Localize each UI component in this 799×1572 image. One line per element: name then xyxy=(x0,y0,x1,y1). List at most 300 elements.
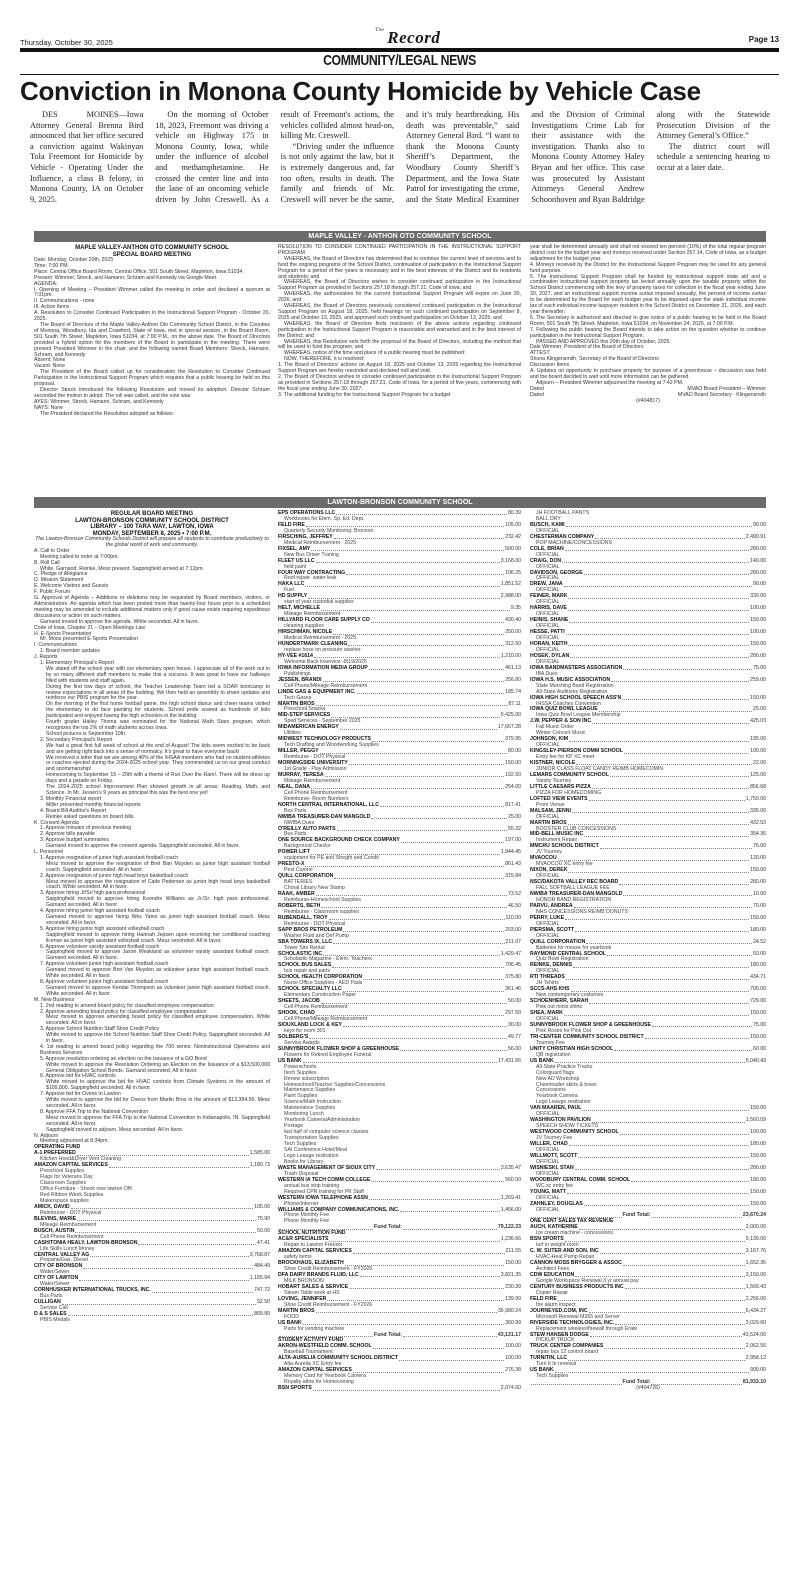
bill-amount: 9,130.00 xyxy=(745,1236,766,1243)
vendor-name: SCCS-AHS KHS xyxy=(530,986,570,993)
vendor-name: JOURNEYED.COM, INC xyxy=(530,1307,588,1314)
bill-description: Maintenance Supplies xyxy=(284,1105,336,1112)
vendor-name: MIDWEST TECHNOLOGY PRODUCTS xyxy=(278,736,371,743)
vendor-name: J.W. PEPPER & SON INC xyxy=(530,718,592,725)
vendor-name: RTI THREADS xyxy=(530,974,565,981)
bill-description: Trash Disposal xyxy=(284,1170,319,1177)
minutes-item: Sappingfield moved to approve Jason Weakland as volunteer varsity assistant football coach. Garnand seconded. All in favor. xyxy=(46,949,270,962)
bill-amount: 484.49 xyxy=(254,1263,270,1270)
leader-dots xyxy=(586,940,752,944)
vendor-name: MID-STEP SERVICES xyxy=(278,712,331,719)
vendor-name: WILLIAMS & COMPANY COMMUNICATIONS, INC. xyxy=(278,1206,400,1213)
bill-description: OFFICIAL xyxy=(536,635,560,642)
bill-amount: 1,180.73 xyxy=(249,1162,270,1169)
bill-amount: 500.00 xyxy=(505,545,521,552)
vendor-name: ZAHNLEY, DOUGLAS xyxy=(530,1200,583,1207)
bill-description: Reimburse - DOT Physical xyxy=(40,1209,102,1216)
bill-description: MILK BRONSON xyxy=(284,1277,324,1284)
bill-description: safety items xyxy=(284,1254,312,1261)
bill-amount: 180.00 xyxy=(750,962,766,969)
bill-amount: 315.84 xyxy=(505,873,521,880)
vendor-name: AMAZON CAPITAL SERVICES xyxy=(34,1162,108,1169)
vendor-name: WESTERN IA TECH COMM COLLEGE xyxy=(278,1176,371,1183)
bill-amount: 312.50 xyxy=(505,640,521,647)
bill-description: Office Furniture - Shook new lawton Offi xyxy=(40,1186,132,1193)
leader-dots xyxy=(321,606,510,610)
bill-amount: 280.00 xyxy=(750,1164,766,1171)
vendor-name: LOVING, JENNIFER xyxy=(278,1295,327,1302)
leader-dots xyxy=(329,1237,499,1241)
bill-description: bus repair and parts xyxy=(284,968,331,975)
bill-amount: 75.00 xyxy=(753,1021,766,1028)
leader-dots xyxy=(305,862,504,866)
lb-title: LIBRARY – 100 TARA WAY, LAWTON, IOWA xyxy=(90,524,214,530)
vendor-name: SUNNYBROOK FLOWER SHOP & GREENHOUSE xyxy=(530,1021,651,1028)
bill-description: Copier Repair xyxy=(536,1289,569,1296)
vendor-name: SIOUXLAND LOCK & KEY xyxy=(278,1021,342,1028)
bill-description: Flowers for Retired Employee Funeral xyxy=(284,1051,372,1058)
bill-description: OFFICIAL xyxy=(536,646,560,653)
bill-amount: 106.25 xyxy=(505,569,521,576)
leader-dots xyxy=(311,547,504,551)
bill-description: All-State Practice Tracks xyxy=(536,1063,593,1070)
vendor-name: A-1 PREFERRED xyxy=(34,1150,76,1157)
minutes-item: Mr. Moos presented E-Sports Presentation xyxy=(40,636,139,643)
story-paragraph: On the morning of October 18, 2023, Freemont was driving a vehicle on Highway 175 in Monona County, Iowa, while under the influence of alcohol and methamphetamine. He crossed the center line and into the lane of an oncoming vehicle driven by John Creswell. As a result of Freemont's actions, the vehicles collided almost head-on, killing Mr. Creswell. xyxy=(155,110,394,204)
bill-amount: 100.00 xyxy=(750,629,766,636)
bill-description: Cell Phone Reimbursement xyxy=(284,789,348,796)
vendor-name: NORTH CENTRAL INTERNATIONAL, LLC xyxy=(278,801,379,808)
vendor-name: HESSE, PATTI xyxy=(530,629,565,636)
bill-description: JH FOOTBALL PANTS xyxy=(536,510,590,516)
signature-dated: Dated xyxy=(530,391,544,398)
bill-amount: 1,569.43 xyxy=(745,1283,766,1290)
leader-dots xyxy=(611,678,749,682)
bill-amount: 3,821.35 xyxy=(500,1272,521,1278)
bill-amount: 195.00 xyxy=(750,736,766,743)
bill-description: OFFICIAL xyxy=(536,611,560,618)
minutes-item: K. Consent Agenda xyxy=(34,819,79,826)
minutes-item: Code of Iowa, Chapter 21 – Open Meetings Law xyxy=(34,624,146,631)
vendor-name: AC&R SPECIALISTS xyxy=(278,1236,329,1243)
vendor-name: CHESTERMAN COMPANY xyxy=(530,533,595,540)
leader-dots xyxy=(336,511,507,515)
bill-amount: 90.00 xyxy=(753,521,766,528)
bill-description: BALL DRY xyxy=(536,515,561,522)
bill-description: keys for room 301 xyxy=(284,1027,326,1034)
bill-description: Parts for vending machine xyxy=(284,1325,345,1332)
bill-description: Itech Supplies xyxy=(284,1069,317,1076)
bill-amount: 197.00 xyxy=(505,837,521,844)
bill-description: OFFICIAL xyxy=(536,551,560,558)
bill-description: JV Tourney Fee xyxy=(536,1135,573,1142)
section-rule xyxy=(20,74,779,75)
bill-description: equipment for PE and Stregth and Condit xyxy=(284,855,379,862)
vendor-name: C. W. SUTER AND SON, INC xyxy=(530,1248,599,1255)
bill-amount: 150.00 xyxy=(750,1105,766,1112)
masthead-logo: $^{The}$ Record xyxy=(375,28,441,47)
leader-dots xyxy=(309,1035,507,1039)
bill-amount: 1,429.47 xyxy=(500,950,521,957)
mvao-col-2-text xyxy=(278,245,521,399)
minutes-item: Fourth grader Hailey Thoma was nominated for the National Math Stars program, which recognizes the top 2% of math students across Iowa. xyxy=(46,719,270,731)
bill-description: Preschool Snacks xyxy=(284,706,326,713)
bill-description: repair bus 12 control board xyxy=(536,1349,598,1356)
bill-description: Alta-Aurelia XC Entry fee xyxy=(284,1361,342,1368)
leader-dots xyxy=(403,1333,497,1337)
bill-amount: 2,988.00 xyxy=(500,593,521,600)
mvao-col-1 xyxy=(34,245,270,417)
bill-description: Red Ribbon Week Supplies xyxy=(40,1191,104,1198)
bill-description: Pest Control xyxy=(284,867,313,874)
bill-description: Lego Leauge resitration xyxy=(284,1152,339,1159)
leader-dots xyxy=(279,1333,373,1337)
bill-amount: 150.00 xyxy=(750,1033,766,1040)
bill-amount: 150.00 xyxy=(750,1200,766,1207)
legal-paragraph: Dale Wimmer, President of the Board of Directors xyxy=(530,344,644,351)
vendor-name: FOUR WAY CONTRACTING xyxy=(278,569,346,576)
minutes-item: 1. Elementary Principal's Report xyxy=(40,660,114,667)
leader-dots xyxy=(75,1229,256,1233)
bill-amount: 856.68 xyxy=(750,783,766,790)
bill-amount: 280.00 xyxy=(750,569,766,576)
fund-total-amount: 79,122.33 xyxy=(497,1224,521,1231)
vendor-name: MMCRU SCHOOL DISTRICT xyxy=(530,843,599,850)
minutes-item: 4. Approve hiring junior high assistant football coach xyxy=(40,908,160,915)
vendor-name: PERRY, LUKE xyxy=(530,914,565,921)
bill-amount: 22.00 xyxy=(753,760,766,767)
bill-amount: 92.50 xyxy=(257,1299,270,1306)
story-paragraph: DES MOINES—Iowa Attorney General Brenna Bird announced that her office secured a conviction against Wakinyan Tola Freemont for Homicide by Vehicle - Operating Under the Influence, a class B felony, in Monona County, IA on October 9, 2025. xyxy=(30,110,144,204)
leader-dots xyxy=(584,1202,749,1206)
vendor-name: ONE SOURCE BACKGROUND CHECK COMPANY xyxy=(278,837,400,844)
leader-dots xyxy=(329,916,505,920)
legal-paragraph: WHEREAS, notice of the time and place of a public hearing must be published: xyxy=(284,350,466,357)
legal-paragraph: The Board of Directors of the Maple Valley-Anthon Oto Community School District, in the Counties of Monona, Woodbury, Ida and Crawford, State of Iowa, met in special session, in the Board Room, 501 South 7th Street, Mapleton, Iowa 51034, at 7:00 P.M., on the above date. The Board of Directors provided a hybrid option for the members of the Board to participate in the meeting. There were present President Wimmer in the chair, and the following named Board Members: Streck, Hamann, Schram, and Kennedy xyxy=(34,321,270,358)
bill-amount: 2,256.00 xyxy=(745,1295,766,1302)
minutes-item: 3. Monthly Financial report xyxy=(40,795,102,802)
bill-description: Shoe Credit Reimbursement - FY2026 xyxy=(284,1301,373,1308)
leader-dots xyxy=(576,761,752,765)
bill-description: Powerschools xyxy=(284,1063,317,1070)
bill-description: Lego Leauge resitration xyxy=(536,1099,591,1106)
minutes-item: Garnand moved to approve the consent agenda. Sappingfield seconded. All in favor. xyxy=(46,843,240,850)
vendor-name: FEINER, MARK xyxy=(530,593,568,600)
bill-amount: 297.50 xyxy=(505,1010,521,1017)
minutes-item: 3. Approve budget summaries xyxy=(40,837,109,844)
minutes-item: B. Roll Call xyxy=(34,559,60,566)
minutes-item: Sappingfield moved to approve hiring Keondre Williams as Jr./Sr. high para professional. Garnand seconded. All in favor. xyxy=(46,896,270,909)
vendor-name: WOODBURY CENTRAL COMM. SCHOOL xyxy=(530,1176,631,1183)
vendor-name: MARTIN BROS xyxy=(530,819,567,826)
leader-dots xyxy=(652,1023,752,1027)
bill-description: BATTERIES xyxy=(284,879,313,886)
vendor-name: LITTLE CAESARS PIZZA xyxy=(530,783,591,790)
bill-amount: 60.00 xyxy=(753,1045,766,1052)
vendor-name: RAAK, AMBER xyxy=(278,891,315,897)
mvao-subtitle: SPECIAL BOARD MEETING xyxy=(112,251,192,258)
bill-amount: 865.90 xyxy=(254,1311,270,1318)
leader-dots xyxy=(360,1273,500,1277)
bill-description: WC xc entry fee xyxy=(536,1182,573,1189)
story-body xyxy=(30,110,770,205)
leader-dots xyxy=(376,1166,500,1170)
bill-description: Service Call xyxy=(40,1305,68,1312)
legal-paragraph: AGENDA: xyxy=(34,280,58,287)
fund-total-amount: 81,933.10 xyxy=(742,1379,766,1386)
bill-description: JUNIOR CLASS FLOAT CANDY REIMB HOMECOMIN xyxy=(536,765,664,772)
bill-amount: 120.00 xyxy=(750,855,766,862)
leader-dots xyxy=(372,737,504,741)
leader-dots xyxy=(622,696,749,700)
vendor-name: D & S SALES xyxy=(34,1311,67,1318)
bill-amount: 3,150.00 xyxy=(745,1272,766,1278)
bill-description: Transportation Supplies xyxy=(284,1135,339,1142)
bill-amount: 3,167.76 xyxy=(745,1248,766,1255)
bill-description: Tech Gases xyxy=(284,694,312,701)
bill-amount: 150.00 xyxy=(750,1188,766,1195)
leader-dots xyxy=(531,1380,622,1384)
bill-amount: 75.90 xyxy=(257,1215,270,1222)
leader-dots xyxy=(573,963,749,967)
legal-paragraph: Adjourn – President Wimmer adjourned the meeting at 7:42 PM. xyxy=(536,379,684,386)
bill-amount: 2,958.12 xyxy=(745,1355,766,1362)
minutes-item: 6. Approve volunteer varsity assistant football coach xyxy=(40,943,160,950)
bill-amount: 180.00 xyxy=(750,926,766,933)
leader-dots xyxy=(303,1059,497,1063)
bill-amount: 354.36 xyxy=(750,831,766,838)
leader-dots xyxy=(311,850,500,854)
leader-dots xyxy=(575,1166,749,1170)
fund-heading: OPERATING FUND xyxy=(34,1144,81,1151)
legal-paragraph: Shona Klingensmith, Secretary of the Board of Directors xyxy=(530,356,659,363)
bill-description: OFFICIAL xyxy=(536,658,560,665)
bill-description: OFFICIAL xyxy=(536,599,560,606)
leader-dots xyxy=(592,719,749,723)
minutes-item: 3. Approve hiring Jr/Sr/ high para professional xyxy=(40,890,146,897)
leader-dots xyxy=(323,952,500,956)
bill-description: Tower Site Rental xyxy=(284,944,325,951)
vendor-name: MARTIN BROS xyxy=(278,1307,315,1314)
bill-description: Phone Monthly Fee xyxy=(284,1212,329,1219)
bill-amount: 425.03 xyxy=(750,718,766,725)
legal-paragraph: WHEREAS, the Board of Directors previously considered continued participation in the Instructional Support Program on August 18, 2025, held hearings on such continued participation on September 8, 2025 and October 13, 2025, and approved such continued participation on October 13, 2025; and xyxy=(278,303,521,321)
bill-amount: 430.40 xyxy=(505,617,521,624)
bill-description: NWIBA Dues xyxy=(284,819,315,826)
bill-amount: 150.00 xyxy=(750,1152,766,1159)
legal-paragraph: WHEREAS, this Resolution sets forth the proposal of the Board of Directors, including the method that will be used to fund the program; and xyxy=(278,338,521,351)
bill-description: QB registration xyxy=(536,1051,571,1058)
vendor-name: MURRAY, TERESA xyxy=(278,771,324,778)
bill-description: Instrument Repair xyxy=(536,837,578,844)
vendor-name: O'REILLY AUTO PARTS xyxy=(278,825,336,832)
lb-minutes xyxy=(34,549,270,1146)
leader-dots xyxy=(570,654,749,658)
bill-amount: 185.74 xyxy=(505,688,521,695)
vendor-name: BSN SPORTS xyxy=(278,1385,312,1392)
leader-dots xyxy=(400,1047,507,1051)
minutes-item: 1. Approve minutes of previous meeting xyxy=(40,825,132,832)
vendor-name: SOLBERG'S xyxy=(278,1033,309,1040)
vendor-name: HOSEK, DYLAN xyxy=(530,652,570,659)
leader-dots xyxy=(555,1059,745,1063)
bill-description: Choral Library New Stamp xyxy=(284,885,345,892)
leader-dots xyxy=(531,1213,622,1217)
legal-paragraph: NAYS: None xyxy=(34,404,64,411)
fund-total-amount: 43,131.17 xyxy=(497,1331,521,1338)
mvao-reference: (#404817) xyxy=(636,397,660,404)
leader-dots xyxy=(589,999,749,1003)
leader-dots xyxy=(349,1285,504,1289)
bill-description: OFFICIAL xyxy=(536,527,560,534)
fund-heading: ONE CENT SALES TAX REVENUE xyxy=(530,1218,614,1225)
bill-amount: 211.07 xyxy=(505,938,521,945)
bill-description: State Marching Band Registration xyxy=(536,682,614,689)
vendor-name: WASTE MANAGEMENT OF SIOUX CITY xyxy=(278,1164,376,1171)
bill-amount: 706.45 xyxy=(505,962,521,969)
bill-description: Propane/Gas. Diesel xyxy=(40,1257,88,1264)
bill-amount: 50.00 xyxy=(753,950,766,957)
minutes-item: Garnand moved to approve Bret Van Muyden as volunteer junior high assistant football coach. White seconded. All in favor. xyxy=(46,967,270,980)
bill-amount: 150.00 xyxy=(505,1260,521,1267)
bill-description: Architect Fees xyxy=(536,1266,570,1273)
bill-amount: 50.00 xyxy=(257,1227,270,1234)
leader-dots xyxy=(651,1380,742,1384)
bill-description: OFFICIAL xyxy=(536,1158,560,1165)
legal-paragraph: 6. The Secretary is authorized and directed to give notice of a public hearing to be held in the Board Room, 501 South 7th Street, Mapleton, Iowa 51034, on November 24, 2025, at 7:00 P.M. xyxy=(530,314,766,327)
vendor-name: RIVERSIDE TECHNOLOGIES, INC. xyxy=(530,1319,615,1326)
bill-description: Paint Supplies xyxy=(284,1093,318,1100)
minutes-item: F. Public Forum xyxy=(34,589,71,596)
bill-description: Yearbook Camera/Administration xyxy=(284,1117,360,1124)
leader-dots xyxy=(353,1368,504,1372)
legal-paragraph: AYES: Wimmer, Streck, Hamann, Schram, and Kennedy xyxy=(34,398,164,405)
minutes-item: 7. Approve volunteer junior high assistant football coach xyxy=(40,961,169,968)
lb-bills-col-2 xyxy=(278,511,521,1392)
story-paragraph: The district court will schedule a sentencing hearing to occur at a later date. xyxy=(656,141,770,172)
bill-description: Flags for Veterans Day xyxy=(40,1174,93,1181)
legal-paragraph: I. Opening of Meeting – President Wimmer called the meeting to order and declared a quorum at 7:01pm. xyxy=(34,286,270,299)
vendor-name: SCHOOL HEALTH CORPORATION xyxy=(278,974,363,981)
minutes-item: White moved to approve the bid for Ovens from Martin Bros in the amount of $13,384.56. Mesz seconded. All in favor. xyxy=(46,1097,270,1109)
bill-description: replace hose on pressure washer xyxy=(284,646,361,653)
vendor-name: PIERSMA, SCOTT xyxy=(530,926,575,933)
leader-dots xyxy=(316,892,507,896)
vendor-name: UNITY CHRISTIAN HIGH SCHOOL xyxy=(530,1045,614,1052)
bill-amount: 1,750.00 xyxy=(745,795,766,802)
bill-description: Yearbook Camera xyxy=(536,1093,578,1100)
leader-dots xyxy=(600,844,752,848)
leader-dots xyxy=(71,1205,253,1209)
bill-amount: 280.00 xyxy=(750,545,766,552)
vendor-name: FIXSEL, AMY xyxy=(278,545,311,552)
leader-dots xyxy=(343,928,504,932)
vendor-name: MALSAM, JENNI xyxy=(530,807,571,814)
vendor-name: TRUCK CENTER COMPANIES xyxy=(530,1343,604,1350)
legal-paragraph: 4. Moneys received by the District for the Instructional Support Program may be used for any general fund purpose. xyxy=(530,261,766,274)
leader-dots xyxy=(651,1213,742,1217)
vendor-name: HELT, MICHELLE xyxy=(278,605,320,612)
legal-paragraph: Absent: None xyxy=(34,357,66,364)
bill-amount: 73.52 xyxy=(508,891,521,897)
vendor-name: JESSEN, BRANDI xyxy=(278,676,322,683)
bill-description: Welcome Back Inservice -8/19/2025 xyxy=(284,658,367,665)
minutes-item: N. Adjourn xyxy=(34,1132,59,1139)
legal-paragraph: II. Communications - none xyxy=(34,298,95,305)
bill-amount: 461.13 xyxy=(505,664,521,671)
bill-amount: 49.77 xyxy=(508,1033,521,1040)
leader-dots xyxy=(333,940,504,944)
leader-dots xyxy=(333,630,504,634)
leader-dots xyxy=(109,1163,249,1167)
minutes-item: We received a letter that we are among 46% of the IHSAA members who had no student-athletes or coaches ejected during the 2024-2025 school year. They commended us on our great conduct and sportsmanship! xyxy=(46,754,270,773)
bill-description: Cell Phone Reimbursement xyxy=(40,1233,104,1240)
vendor-name: YOUNG, MATT xyxy=(530,1188,566,1195)
bill-description: Tech Supplies xyxy=(284,1141,317,1148)
bill-amount: 5,425.00 xyxy=(500,712,521,719)
bill-description: Winter Concert Music xyxy=(536,730,586,737)
leader-dots xyxy=(369,666,504,670)
vendor-name: CASH/TONIA HEALY, LAWTON-BRONSON xyxy=(34,1239,138,1246)
bill-description: Ice cream machine - concessions xyxy=(536,1230,613,1237)
vendor-name: LEMARS COMMUNITY SCHOOL xyxy=(530,771,609,778)
leader-dots xyxy=(77,1151,249,1155)
leader-dots xyxy=(567,1190,749,1194)
bill-description: Steam Table work at HS xyxy=(284,1289,340,1296)
lb-col-3 xyxy=(530,511,766,1392)
legal-paragraph: 2. The Board of Directors wishes to consider continued participation in the Instructional Support Program as provided in Sections 257.18 through 257.21, Code of Iowa, for a period of five years, commencing with the fiscal year ending June 30, 2027. xyxy=(278,373,521,392)
vendor-name: QUILL CORPORATION xyxy=(278,873,334,880)
bill-description: Phone/Internet xyxy=(284,1200,319,1207)
vendor-name: AMAZON CAPITAL SERVICES xyxy=(278,1248,352,1255)
legal-paragraph: 7. Following the public hearing the Board intends to take action on the question whether to continue participation in the Instructional Support Program. xyxy=(530,326,766,339)
bill-description: Quarterly Security Monitoring: Bronson xyxy=(284,527,374,534)
bill-amount: 230.39 xyxy=(505,1283,521,1290)
vendor-name: CITY OF BRONSON xyxy=(34,1263,83,1270)
minutes-item: We stated off the school year with our elementary open house. I appreciate all of the work out in by so many different staff members to make this a success. It was great to have our hallways filled with students and staff again. xyxy=(46,665,270,684)
bill-amount: 150.00 xyxy=(750,640,766,647)
legal-paragraph: Date: Monday, October 20th, 2025 xyxy=(34,257,114,263)
bill-amount: 211.55 xyxy=(505,1248,521,1255)
leader-dots xyxy=(152,1288,253,1292)
bill-description: Quiz Bowl Registration xyxy=(536,956,589,963)
bill-description: Fuel xyxy=(284,587,295,594)
minutes-item: Meeting called to order at 7:00pm. xyxy=(40,553,119,560)
bill-amount: 280.00 xyxy=(750,879,766,886)
legal-paragraph: WHEREAS, the Board of Directors has determined that to continue the current level of services and to fund the ongoing programs of the School District, continuation of participation in the Instructional Support Program for a period of five years is necessary and in the best interests of the District and its residents and students; and xyxy=(278,255,521,280)
bill-amount: 75.00 xyxy=(753,664,766,671)
bill-amount: 17,667.28 xyxy=(497,724,521,731)
bill-amount: 24.52 xyxy=(753,938,766,945)
vendor-name: QUILL CORPORATION xyxy=(530,938,586,945)
leader-dots xyxy=(363,975,504,979)
leader-dots xyxy=(614,1047,752,1051)
bill-amount: 232.42 xyxy=(505,533,521,540)
leader-dots xyxy=(327,1297,504,1301)
vendor-name: WESTERN IOWA TELEPHONE ASSN xyxy=(278,1194,368,1201)
minutes-item: I. Communications xyxy=(34,642,77,649)
legal-paragraph: Place: Central Office Board Room, Central Office, 501 South Street, Mapleton, Iowa 51034 xyxy=(34,268,243,275)
bill-description: OFFICIAL xyxy=(536,742,560,749)
leader-dots xyxy=(569,1142,749,1146)
signature-name: MVAO Board President – Wimmer xyxy=(687,385,766,392)
minutes-item: White moved to approve the bid for HVAC controls from Climate Systems in the amount of $109,800. Sappingfield seconded. All in favor. xyxy=(46,1079,270,1092)
lb-col-2 xyxy=(278,511,521,1392)
legal-paragraph: WHEREAS, the authorization for the current Instructional Support Program will expire on June 30, 2026; and xyxy=(278,291,521,304)
fund-total-amount: 23,670.24 xyxy=(742,1212,766,1219)
vendor-name: MORNINGSIDE UNIVERSITY xyxy=(278,760,348,767)
vendor-name: AUCH, KATHERINE xyxy=(530,1224,578,1231)
